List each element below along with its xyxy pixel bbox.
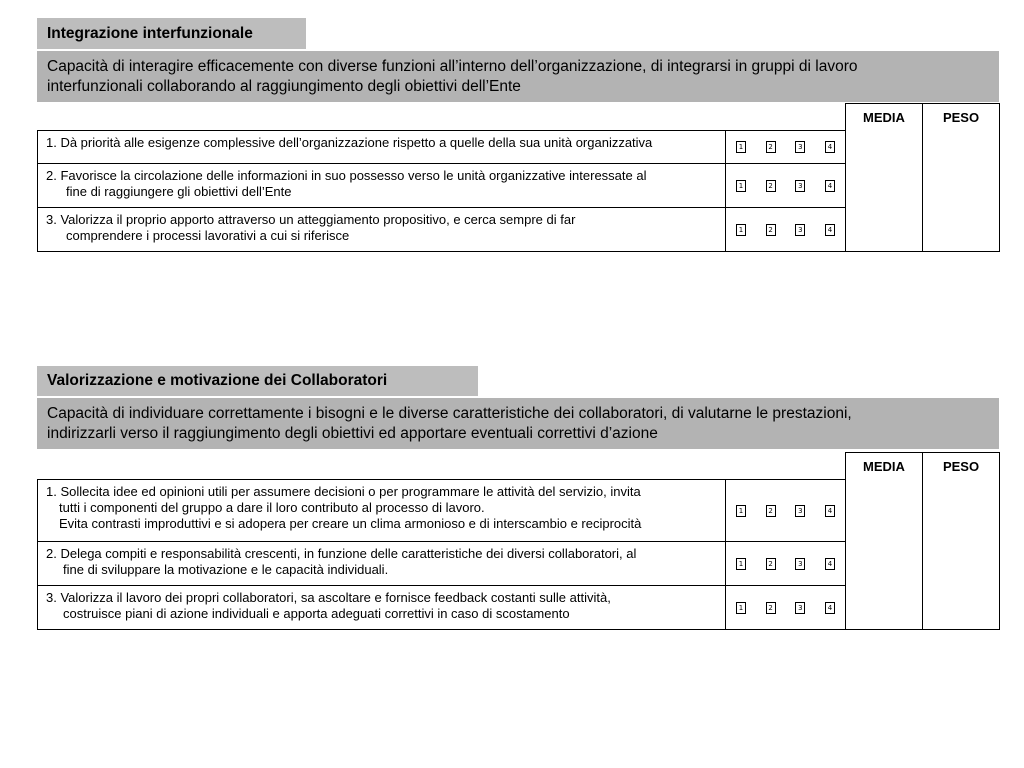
description-line: indirizzarli verso il raggiungimento degli obiettivi ed apportare eventuali correttivi d’azione — [47, 425, 658, 442]
criterion-text: 2. Delega compiti e responsabilità crescenti, in funzione delle caratteristiche dei diversi collaboratori, al — [46, 546, 637, 561]
media-column-header: MEDIA — [846, 453, 923, 630]
section-valorizzazione — [37, 366, 999, 632]
rating-checkbox-4[interactable]: 4 — [825, 180, 835, 192]
criterion-row — [38, 542, 726, 586]
rating-scale — [726, 208, 846, 252]
rating-checkbox-2[interactable]: 2 — [766, 558, 776, 570]
rating-checkbox-1[interactable]: 1 — [736, 224, 746, 236]
criterion-row — [38, 208, 726, 252]
rating-scale — [726, 164, 846, 208]
rating-checkbox-1[interactable]: 1 — [736, 602, 746, 614]
criterion-row — [38, 131, 726, 164]
section-description — [37, 51, 999, 102]
criterion-text: costruisce piani di azione individuali e apporta adeguati correttivi in caso di scostamento — [63, 606, 570, 621]
criteria-table — [37, 103, 1000, 252]
criterion-row — [38, 480, 726, 542]
rating-checkbox-3[interactable]: 3 — [795, 224, 805, 236]
rating-checkbox-1[interactable]: 1 — [736, 558, 746, 570]
description-line: Capacità di individuare correttamente i bisogni e le diverse caratteristiche dei collaboratori, di valutarne le prestazioni, — [47, 405, 852, 422]
rating-checkbox-1[interactable]: 1 — [736, 505, 746, 517]
rating-checkbox-4[interactable]: 4 — [825, 141, 835, 153]
description-line: interfunzionali collaborando al raggiungimento degli obiettivi dell’Ente — [47, 78, 521, 95]
media-column-header: MEDIA — [846, 104, 923, 252]
criterion-text: 3. Valorizza il lavoro dei propri collaboratori, sa ascoltare e fornisce feedback costanti sulle attività, — [46, 590, 611, 605]
criterion-row — [38, 586, 726, 630]
section-title: Integrazione interfunzionale — [37, 18, 306, 49]
criterion-text: tutti i componenti del gruppo a dare il loro contributo al processo di lavoro. — [59, 500, 485, 515]
section-title: Valorizzazione e motivazione dei Collaboratori — [37, 366, 478, 396]
rating-checkbox-4[interactable]: 4 — [825, 558, 835, 570]
rating-scale — [726, 131, 846, 164]
rating-scale — [726, 586, 846, 630]
rating-checkbox-3[interactable]: 3 — [795, 141, 805, 153]
rating-checkbox-2[interactable]: 2 — [766, 505, 776, 517]
criterion-text: 3. Valorizza il proprio apporto attraverso un atteggiamento propositivo, e cerca sempre di far — [46, 212, 576, 227]
criterion-row — [38, 164, 726, 208]
rating-checkbox-4[interactable]: 4 — [825, 224, 835, 236]
rating-checkbox-4[interactable]: 4 — [825, 505, 835, 517]
rating-scale — [726, 542, 846, 586]
rating-checkbox-4[interactable]: 4 — [825, 602, 835, 614]
peso-column-header: PESO — [923, 104, 1000, 252]
rating-scale — [726, 480, 846, 542]
section-description — [37, 398, 999, 449]
rating-checkbox-1[interactable]: 1 — [736, 141, 746, 153]
rating-checkbox-2[interactable]: 2 — [766, 602, 776, 614]
criterion-text: fine di sviluppare la motivazione e le capacità individuali. — [63, 562, 389, 577]
section-integrazione — [37, 18, 999, 254]
rating-checkbox-2[interactable]: 2 — [766, 224, 776, 236]
peso-column-header: PESO — [923, 453, 1000, 630]
rating-checkbox-3[interactable]: 3 — [795, 558, 805, 570]
criterion-text: 1. Sollecita idee ed opinioni utili per assumere decisioni o per programmare le attività del servizio, invita — [46, 484, 641, 499]
criteria-table — [37, 452, 1000, 630]
criterion-text: fine di raggiungere gli obiettivi dell’Ente — [66, 184, 292, 199]
criterion-text: comprendere i processi lavorativi a cui si riferisce — [66, 228, 350, 243]
rating-checkbox-1[interactable]: 1 — [736, 180, 746, 192]
rating-checkbox-3[interactable]: 3 — [795, 602, 805, 614]
criterion-text: 2. Favorisce la circolazione delle informazioni in suo possesso verso le unità organizzative interessate al — [46, 168, 647, 183]
rating-checkbox-2[interactable]: 2 — [766, 180, 776, 192]
description-line: Capacità di interagire efficacemente con diverse funzioni all’interno dell’organizzazione, di integrarsi in gruppi di lavoro — [47, 58, 858, 75]
criterion-text: Evita contrasti improduttivi e si adopera per creare un clima armonioso e di interscambio e reciprocità — [59, 516, 642, 531]
rating-checkbox-3[interactable]: 3 — [795, 505, 805, 517]
criterion-text: 1. Dà priorità alle esigenze complessive dell’organizzazione rispetto a quelle della sua unità organizzativa — [46, 135, 653, 150]
rating-checkbox-3[interactable]: 3 — [795, 180, 805, 192]
rating-checkbox-2[interactable]: 2 — [766, 141, 776, 153]
